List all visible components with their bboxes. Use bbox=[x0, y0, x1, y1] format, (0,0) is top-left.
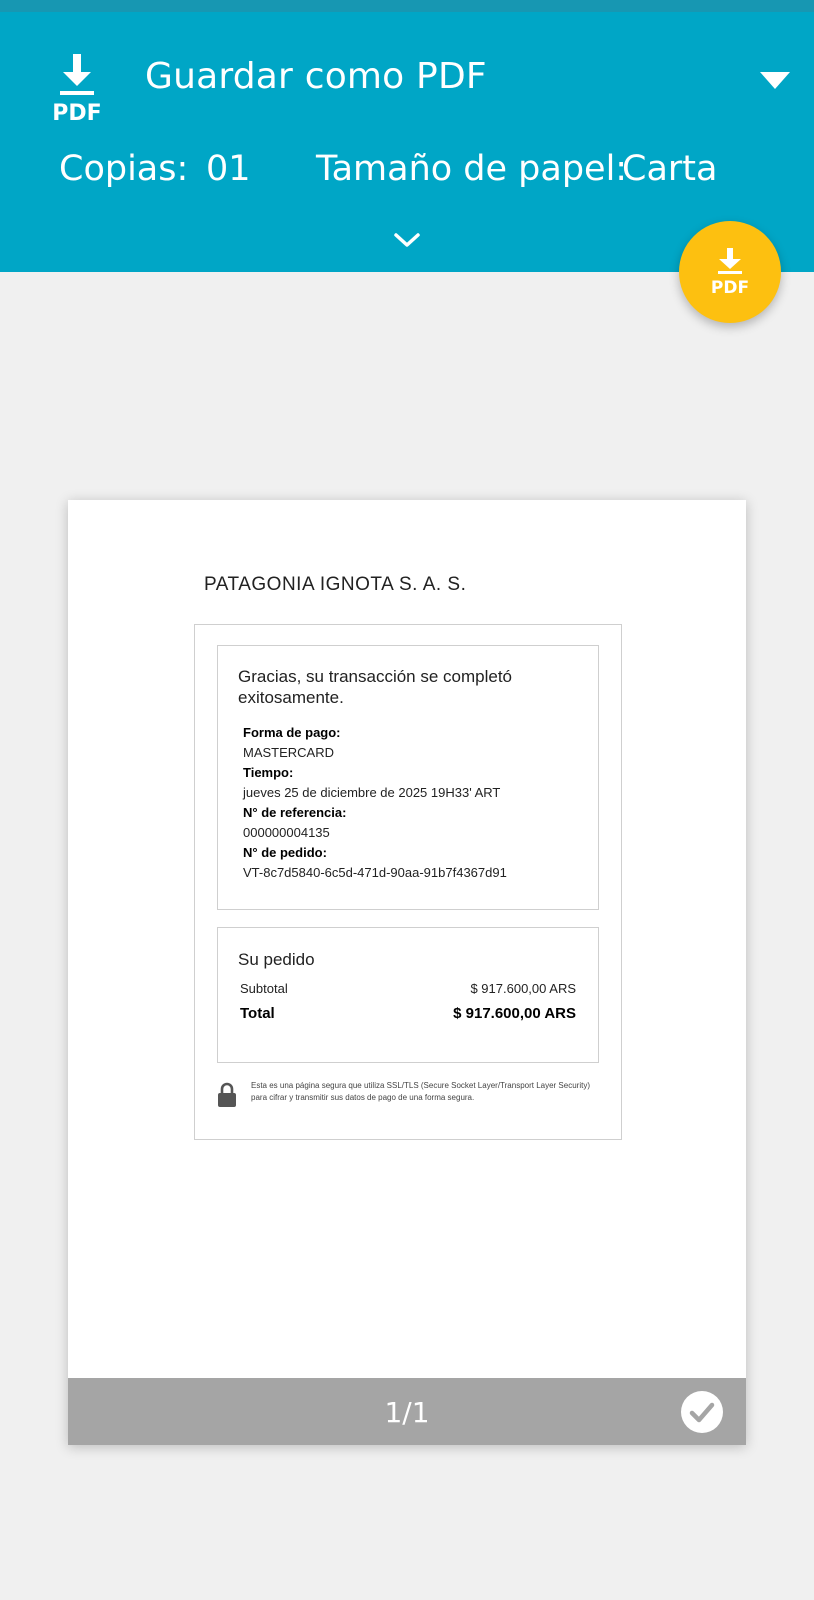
status-strip bbox=[0, 0, 814, 12]
time-label: Tiempo: bbox=[243, 765, 294, 780]
chevron-down-icon[interactable] bbox=[393, 230, 421, 250]
order-summary bbox=[217, 927, 599, 1063]
success-message: Gracias, su transacción se completó exitosamente. bbox=[238, 667, 513, 707]
printer-select[interactable]: Guardar como PDF bbox=[145, 56, 487, 97]
paper-size-value[interactable]: Carta bbox=[622, 149, 718, 189]
company-name: PATAGONIA IGNOTA S. A. S. bbox=[204, 574, 467, 595]
order-label: N° de pedido: bbox=[243, 845, 327, 860]
download-icon bbox=[706, 245, 754, 297]
payment-method-label: Forma de pago: bbox=[243, 725, 341, 740]
reference-value: 000000004135 bbox=[243, 825, 330, 840]
triangle-down-icon[interactable] bbox=[760, 72, 790, 89]
check-circle-icon[interactable] bbox=[680, 1390, 724, 1434]
page-footer bbox=[68, 1378, 746, 1445]
subtotal-value: $ 917.600,00 ARS bbox=[470, 981, 576, 996]
transaction-details bbox=[217, 645, 599, 910]
page-preview[interactable] bbox=[68, 500, 746, 1445]
save-pdf-button[interactable] bbox=[679, 221, 781, 323]
security-note: Esta es una página segura que utiliza SSL/TLS (Secure Socket Layer/Transport Layer Security) para cifrar y transmitir sus datos de pago de una forma segura. bbox=[251, 1081, 590, 1102]
total-value: $ 917.600,00 ARS bbox=[453, 1005, 576, 1022]
payment-method-value: MASTERCARD bbox=[243, 745, 335, 760]
pdf-download-icon bbox=[46, 46, 108, 124]
copies-value[interactable]: 01 bbox=[206, 149, 251, 189]
fab-label: PDF bbox=[710, 278, 750, 297]
total-label: Total bbox=[240, 1005, 275, 1022]
order-section-title: Su pedido bbox=[238, 950, 315, 969]
print-header bbox=[0, 12, 814, 272]
page-indicator: 1/1 bbox=[384, 1396, 430, 1429]
subtotal-label: Subtotal bbox=[240, 981, 288, 996]
reference-label: N° de referencia: bbox=[243, 805, 347, 820]
order-value: VT-8c7d5840-6c5d-471d-90aa-91b7f4367d91 bbox=[243, 865, 507, 880]
copies-label: Copias: bbox=[59, 149, 189, 189]
lock-icon bbox=[217, 1082, 237, 1108]
paper-size-label: Tamaño de papel: bbox=[316, 149, 628, 189]
pdf-icon-text: PDF bbox=[52, 101, 102, 124]
time-value: jueves 25 de diciembre de 2025 19H33' ART bbox=[243, 785, 501, 800]
receipt-container bbox=[194, 624, 622, 1140]
